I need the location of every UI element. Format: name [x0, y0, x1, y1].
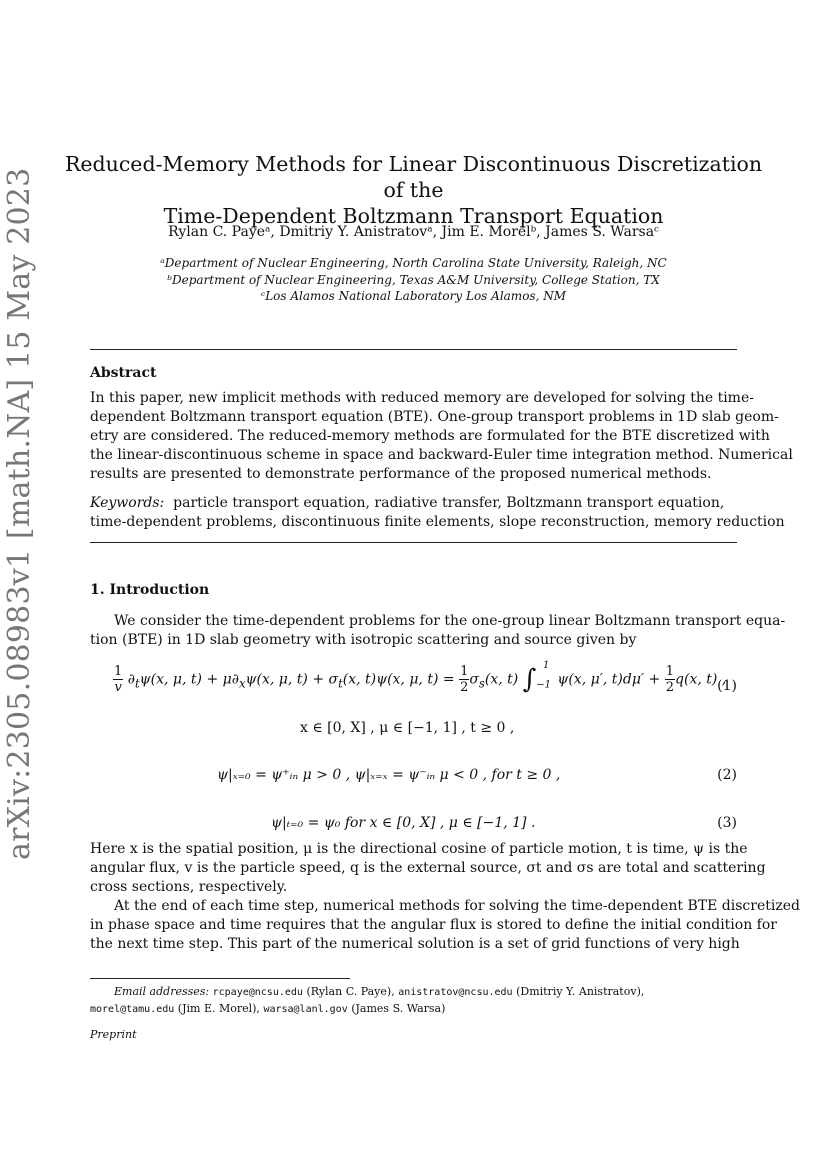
equation-3: ψ|ₜ₌₀ = ψ₀ for x ∈ [0, X] , μ ∈ [−1, 1] . — [271, 815, 536, 831]
abstract-heading: Abstract — [90, 365, 157, 381]
intro-line: tion (BTE) in 1D slab geometry with isotropic scattering and source given by — [90, 632, 637, 648]
preprint-label: Preprint — [90, 1028, 137, 1041]
title-line-1: Reduced-Memory Methods for Linear Discontinuous Discretization of the — [64, 152, 763, 202]
email-owner: (Dmitriy Y. Anistratov), — [516, 985, 645, 998]
email-owner: (Rylan C. Paye), — [306, 985, 395, 998]
body-line: At the end of each time step, numerical methods for solving the time-dependent BTE discretized — [114, 898, 800, 914]
section-heading-introduction: 1. Introduction — [90, 582, 210, 598]
email-owner: (Jim E. Morel), — [177, 1002, 260, 1015]
keywords — [90, 494, 785, 532]
arxiv-sidebar-stamp: arXiv:2305.08983v1 [math.NA] 15 May 2023 — [2, 167, 37, 860]
abstract-bottom-rule — [90, 542, 737, 543]
title-line-2: Time-Dependent Boltzmann Transport Equation — [163, 204, 664, 228]
abstract-line: etry are considered. The reduced-memory methods are formulated for the BTE discretized with — [90, 428, 770, 444]
affiliation-b: ᵇDepartment of Nuclear Engineering, Texas A&M University, College Station, TX — [167, 273, 660, 287]
equation-2-number: (2) — [717, 767, 737, 783]
abstract-line: the linear-discontinuous scheme in space and backward-Euler time integration method. Numerical — [90, 447, 793, 463]
abstract-line: In this paper, new implicit methods with reduced memory are developed for solving the time- — [90, 390, 754, 406]
intro-line: We consider the time-dependent problems for the one-group linear Boltzmann transport equa- — [114, 613, 786, 629]
keywords-line-2: time-dependent problems, discontinuous finite elements, slope reconstruction, memory reduction — [90, 514, 785, 530]
keywords-line-1: particle transport equation, radiative transfer, Boltzmann transport equation, — [173, 495, 725, 511]
email-link[interactable]: rcpaye@ncsu.edu — [212, 987, 303, 998]
affiliation-c: ᶜLos Alamos National Laboratory Los Alamos, NM — [260, 289, 566, 303]
abstract-text — [90, 389, 793, 484]
affiliation-a: ᵃDepartment of Nuclear Engineering, North Carolina State University, Raleigh, NC — [160, 256, 667, 270]
footnote-rule — [90, 978, 350, 979]
footnote-emails — [90, 984, 737, 1018]
body-text — [90, 840, 800, 954]
author-list: Rylan C. Payeᵃ, Dmitriy Y. Anistratovᵃ, Jim E. Morelᵇ, James S. Warsaᶜ — [168, 224, 659, 240]
equation-1-domain: x ∈ [0, X] , μ ∈ [−1, 1] , t ≥ 0 , — [300, 720, 515, 736]
equation-2: ψ|ₓ₌₀ = ψ⁺ᵢₙ μ > 0 , ψ|ₓ₌ₓ = ψ⁻ᵢₙ μ < 0 , for t ≥ 0 , — [217, 767, 561, 783]
email-link[interactable]: anistratov@ncsu.edu — [398, 987, 513, 998]
email-owner: (James S. Warsa) — [351, 1002, 446, 1015]
abstract-line: results are presented to demonstrate performance of the proposed numerical methods. — [90, 466, 712, 482]
paper-title — [60, 151, 767, 229]
email-link[interactable]: morel@tamu.edu — [90, 1004, 175, 1015]
abstract-top-rule — [90, 349, 737, 350]
body-line: Here x is the spatial position, μ is the directional cosine of particle motion, t is time, ψ is the — [90, 841, 748, 857]
equation-3-number: (3) — [717, 815, 737, 831]
body-line: in phase space and time requires that the angular flux is stored to define the initial condition for — [90, 917, 777, 933]
equation-1-number: (1) — [717, 678, 737, 694]
email-link[interactable]: warsa@lanl.gov — [263, 1004, 348, 1015]
body-line: angular flux, v is the particle speed, q is the external source, σt and σs are total and scattering — [90, 860, 766, 876]
keywords-label: Keywords: — [90, 495, 165, 511]
intro-paragraph-1 — [90, 612, 786, 650]
equation-1: $\frac{1}{v}$ $\partial_t\psi(x$, μ, $t) + \mu\partial_x\psi(x$, μ, $t) + \sigma_t(x$, t)ψ(x, μ, t) = $\frac{1}{2}$ $\sigma_s(x$, t) $\int_{-1}^1\psi(x$, μ′, t)dμ′ + $\frac{1}{2}$ q(x, t) , — [114, 659, 727, 695]
abstract-line: dependent Boltzmann transport equation (BTE). One-group transport problems in 1D slab geom- — [90, 409, 779, 425]
footnote-label: Email addresses: — [114, 985, 210, 998]
body-line: the next time step. This part of the numerical solution is a set of grid functions of very high — [90, 936, 740, 952]
body-line: cross sections, respectively. — [90, 879, 288, 895]
